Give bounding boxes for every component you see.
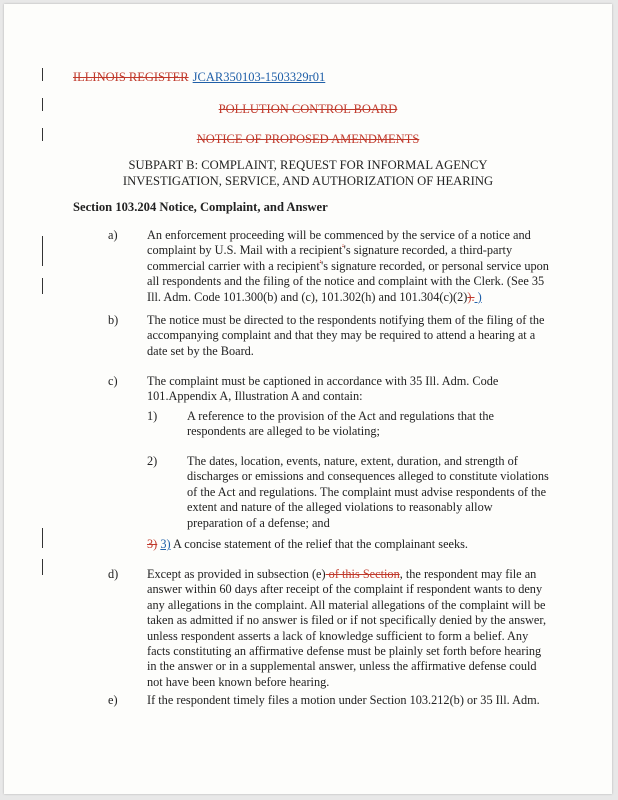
item-3 xyxy=(147,537,547,552)
change-bar xyxy=(42,278,43,294)
change-bar xyxy=(42,559,43,575)
change-bar xyxy=(42,528,43,548)
para-a-label: a) xyxy=(108,228,118,242)
para-b-label: b) xyxy=(108,313,119,327)
deleted-text: ). xyxy=(467,289,475,304)
subpart-line-2: INVESTIGATION, SERVICE, AND AUTHORIZATION OF HEARING xyxy=(122,174,494,188)
board-name: POLLUTION CONTROL BOARD xyxy=(218,102,398,116)
item-1-label: 1) xyxy=(147,409,158,423)
deleted-register: ILLINOIS REGISTER xyxy=(73,70,189,84)
subpart-line-1: SUBPART B: COMPLAINT, REQUEST FOR INFORMAL AGENCY xyxy=(128,158,488,172)
item-1-text: A reference to the provision of the Act and regulations that the respondents are alleged to be violating; xyxy=(187,409,494,439)
para-d-text: Except as provided in subsection (e) of this Section, the respondent may file an answer within 60 days after receipt of the complaint if respondent wants to deny any allegations in the complaint. All material allegations of the complaint will be taken as admitted if no answer is filed or if not specifically denied by the answer, unless respondent asserts a lack of knowledge sufficient to form a belief. Any facts constituting an affirmative defense must be plainly set forth before hearing in the answer or in a supplemental answer, unless the affirmative defense could not have been known before hearing. xyxy=(147,567,547,689)
para-c-label: c) xyxy=(108,374,118,388)
notice-title: NOTICE OF PROPOSED AMENDMENTS xyxy=(196,132,420,146)
inserted-register-id: JCAR350103-1503329r01 xyxy=(192,70,326,84)
item-2-text: The dates, location, events, nature, extent, duration, and strength of discharges or emissions and consequences alleged to constitute violations of the Act and regulations. The complaint must advise respondents of the extent and nature of the alleged violations to reasonably allow preparation of a defense; and xyxy=(187,454,549,530)
section-title: Section 103.204 Notice, Complaint, and Answer xyxy=(73,200,328,214)
document-page xyxy=(4,4,612,794)
para-a-text: An enforcement proceeding will be commenced by the service of a notice and complaint by U.S. Mail with a recipient''s signature recorded, a third-party commercial carrier with a recipient''s signature recorded, or personal service upon all respondents and the filing of the notice and complaint with the Clerk. (See 35 Ill. Adm. Code 101.300(b) and (c), 101.302(h) and 101.304(c)(2)). ) xyxy=(147,228,549,304)
para-b-text: The notice must be directed to the respondents notifying them of the filing of the accompanying complaint and that they may be required to attend a hearing at a date set by the Board. xyxy=(147,313,545,358)
subpart-heading xyxy=(4,157,612,189)
item-2-label: 2) xyxy=(147,454,158,468)
para-e-label: e) xyxy=(108,693,118,707)
deleted-item-number: 3) xyxy=(147,537,158,551)
change-bar xyxy=(42,68,43,81)
deleted-text: of this Section xyxy=(325,567,400,581)
inserted-item-number: 3) xyxy=(160,537,171,551)
para-e-text: If the respondent timely files a motion under Section 103.212(b) or 35 Ill. Adm. xyxy=(147,693,540,707)
change-bar xyxy=(42,236,43,266)
inserted-text: ) xyxy=(474,289,482,304)
para-d-label: d) xyxy=(108,567,119,581)
para-c-text: The complaint must be captioned in accordance with 35 Ill. Adm. Code 101.Appendix A, Illustration A and contain: xyxy=(147,374,499,404)
item-3-text: A concise statement of the relief that the complainant seeks. xyxy=(172,537,469,551)
register-line xyxy=(73,70,325,85)
